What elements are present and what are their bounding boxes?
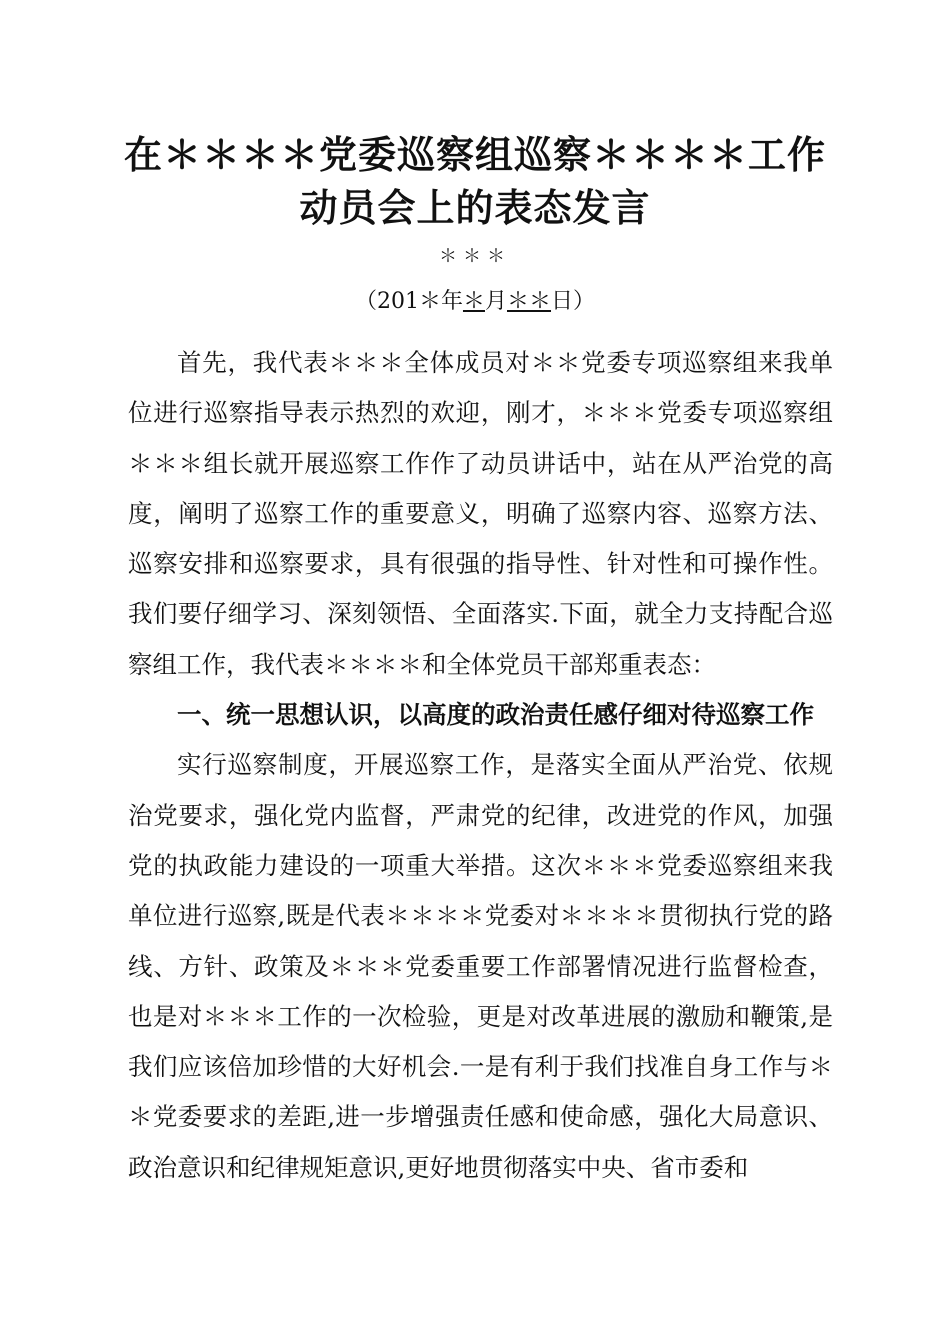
speech-date (0, 285, 950, 319)
date-suffix: 日） (551, 289, 596, 314)
body-paragraph-section-1: 实行巡察制度，开展巡察工作，是落实全面从严治党、依规治党要求，强化党内监督，严肃党的纪律，改进党的作风，加强党的执政能力建设的一项重大举措。这次＊＊＊党委巡察组来我单位进行巡察,既是代表＊＊＊＊党委对＊＊＊＊贯彻执行党的路线、方针、政策及＊＊＊党委重要工作部署情况进行监督检查，也是对＊＊＊工作的一次检验，更是对改革进展的激励和鞭策,是我们应该倍加珍惜的大好机会.一是有利于我们找准自身工作与＊＊党委要求的差距,进一步增强责任感和使命感，强化大局意识、政治意识和纪律规矩意识,更好地贯彻落实中央、省市委和 (128, 750, 833, 1182)
date-day: ＊＊ (507, 289, 552, 314)
section-heading-1: 一、统一思想认识，以高度的政治责任感仔细对待巡察工作 (177, 700, 814, 730)
document-body (128, 338, 833, 1193)
body-paragraph-opening: 首先，我代表＊＊＊全体成员对＊＊党委专项巡察组来我单位进行巡察指导表示热烈的欢迎，刚才，＊＊＊党委专项巡察组＊＊＊组长就开展巡察工作作了动员讲话中，站在从严治党的高度，阐明了巡察工作的重要意义，明确了巡察内容、巡察方法、巡察安排和巡察要求，具有很强的指导性、针对性和可操作性。我们要仔细学习、深刻领悟、全面落实.下面，就全力支持配合巡察组工作，我代表＊＊＊＊和全体党员干部郑重表态： (128, 348, 833, 679)
date-month: ＊ (462, 289, 485, 314)
document-title-line-1: 在＊＊＊＊党委巡察组巡察＊＊＊＊工作 (123, 132, 826, 177)
date-prefix: （201＊年 (354, 289, 463, 314)
date-month-unit: 月 (484, 289, 507, 314)
author-name: ＊＊＊ (439, 246, 511, 267)
document-title-line-2: 动员会上的表态发言 (299, 185, 651, 230)
